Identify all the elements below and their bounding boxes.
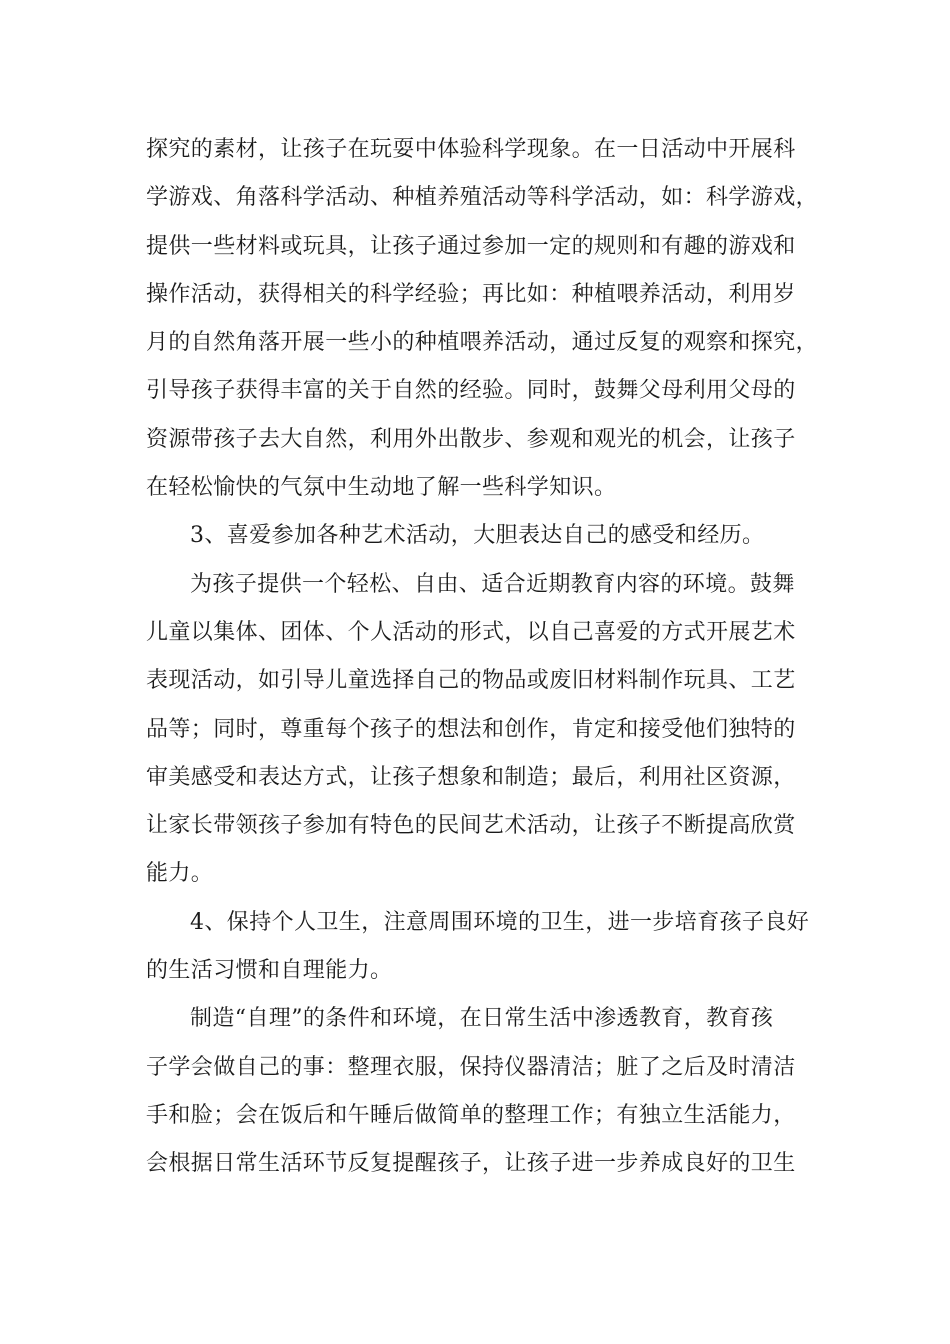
text-line: 儿童以集体、团体、个人活动的形式，以自己喜爱的方式开展艺术 xyxy=(146,619,796,645)
text-line: 品等；同时，尊重每个孩子的想法和创作，肯定和接受他们独特的 xyxy=(146,716,796,742)
text-line: 让家长带领孩子参加有特色的民间艺术活动，让孩子不断提高欣赏 xyxy=(146,813,796,839)
paragraph-start: 为孩子提供一个轻松、自由、适合近期教育内容的环境。鼓舞 xyxy=(190,571,795,597)
document-body xyxy=(146,126,818,1189)
paragraph-start: 制造“自理”的条件和环境，在日常生活中渗透教育，教育孩 xyxy=(190,1006,774,1032)
text-line: 操作活动，获得相关的科学经验；再比如：种植喂养活动，利用岁 xyxy=(146,281,796,307)
text-line: 子学会做自己的事：整理衣服，保持仪器清洁；脏了之后及时清洁 xyxy=(146,1054,796,1080)
text-line: 引导孩子获得丰富的关于自然的经验。同时，鼓舞父母利用父母的 xyxy=(146,378,796,404)
text-line: 能力。 xyxy=(146,861,214,887)
text-line: 探究的素材，让孩子在玩耍中体验科学现象。在一日活动中开展科 xyxy=(146,137,796,162)
text-line: 月的自然角落开展一些小的种植喂养活动，通过反复的观察和探究， xyxy=(146,330,819,356)
text-line: 提供一些材料或玩具，让孩子通过参加一定的规则和有趣的游戏和 xyxy=(146,233,796,259)
text-line: 表现活动，如引导儿童选择自己的物品或废旧材料制作玩具、工艺 xyxy=(146,668,796,694)
text-line: 的生活习惯和自理能力。 xyxy=(146,958,393,984)
section-heading-3: 3、喜爱参加各种艺术活动，大胆表达自己的感受和经历。 xyxy=(190,523,765,549)
text-line: 手和脸；会在饭后和午睡后做简单的整理工作；有独立生活能力， xyxy=(146,1102,796,1128)
text-line: 会根据日常生活环节反复提醒孩子，让孩子进一步养成良好的卫生 xyxy=(146,1151,796,1177)
section-heading-4: 4、保持个人卫生，注意周围环境的卫生，进一步培育孩子良好 xyxy=(190,909,810,935)
text-line: 学游戏、角落科学活动、种植养殖活动等科学活动，如：科学游戏， xyxy=(146,185,819,211)
text-line: 在轻松愉快的气氛中生动地了解一些科学知识。 xyxy=(146,475,617,501)
text-line: 审美感受和表达方式，让孩子想象和制造；最后，利用社区资源， xyxy=(146,764,796,790)
text-line: 资源带孩子去大自然，利用外出散步、参观和观光的机会，让孩子 xyxy=(146,426,796,452)
